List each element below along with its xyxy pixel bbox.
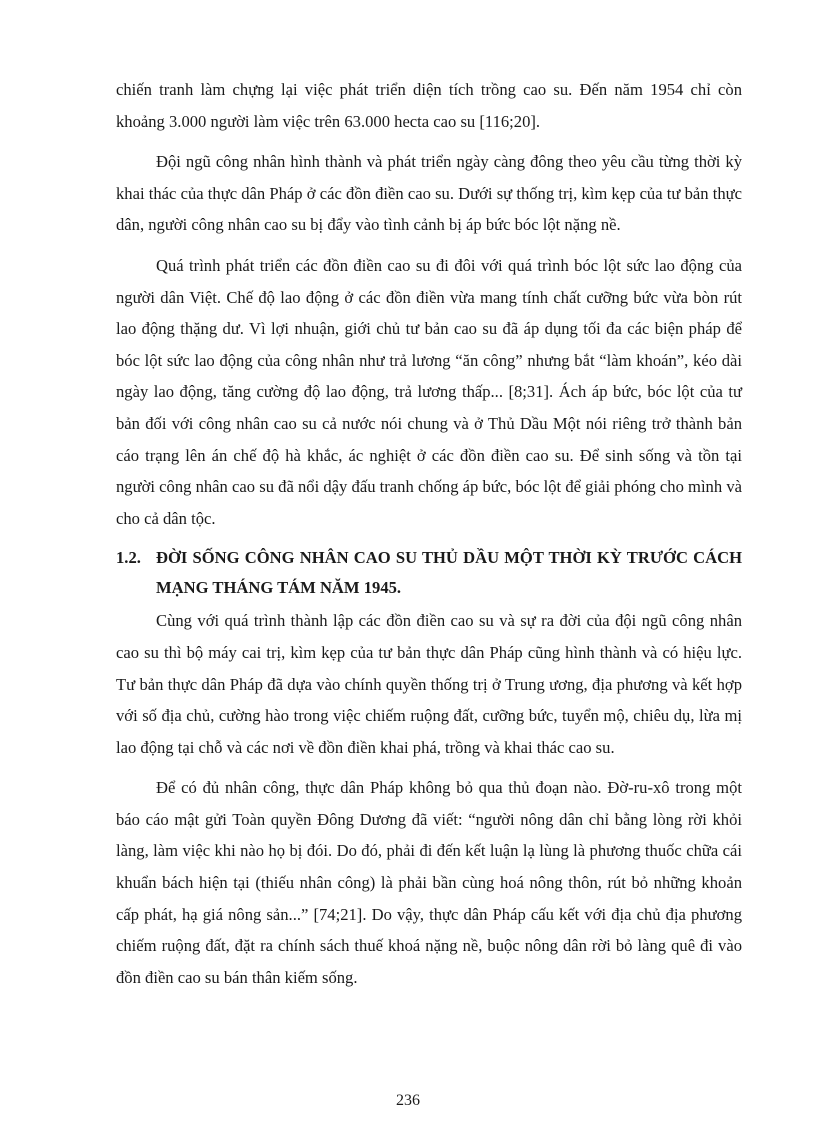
page-number: 236 [396,1092,420,1109]
paragraph: Đội ngũ công nhân hình thành và phát triển ngày càng đông theo yêu cầu từng thời kỳ khai thác của thực dân Pháp ở các đồn điền cao su. Dưới sự thống trị, kìm kẹp của tư bản thực dân, người công nhân cao su bị đẩy vào tình cảnh bị áp bức bóc lột nặng nề. [116,152,742,235]
paragraph-continuation: chiến tranh làm chựng lại việc phát triển diện tích trồng cao su. Đến năm 1954 chỉ còn khoảng 3.000 người làm việc trên 63.000 hecta cao su [116;20]. [116,80,742,131]
section-number: 1.2. [116,548,141,568]
page-body [116,74,742,1002]
section-heading [116,543,742,603]
section-title: ĐỜI SỐNG CÔNG NHÂN CAO SU THỦ DẦU MỘT THỜI KỲ TRƯỚC CÁCH MẠNG THÁNG TÁM NĂM 1945. [156,548,742,598]
paragraph: Quá trình phát triển các đồn điền cao su đi đôi với quá trình bóc lột sức lao động của người dân Việt. Chế độ lao động ở các đồn điền vừa mang tính chất cưỡng bức vừa bòn rút lao động thặng dư. Vì lợi nhuận, giới chủ tư bản cao su đã áp dụng tối đa các biện pháp để bóc lột sức lao động của công nhân như trả lương “ăn công” nhưng bắt “làm khoán”, kéo dài ngày lao động, tăng cường độ lao động, trả lương thấp... [8;31]. Ách áp bức, bóc lột của tư bản đối với công nhân cao su cả nước nói chung và ở Thủ Dầu Một nói riêng trở thành bản cáo trạng lên án chế độ hà khắc, ác nghiệt ở các đồn điền cao su. Để sinh sống và tồn tại người công nhân cao su đã nổi dậy đấu tranh chống áp bức, bóc lột để giải phóng cho mình và cho cả dân tộc. [116,255,742,528]
paragraph: Cùng với quá trình thành lập các đồn điền cao su và sự ra đời của đội ngũ công nhân cao su thì bộ máy cai trị, kìm kẹp của tư bản thực dân Pháp cũng hình thành và có hiệu lực. Tư bản thực dân Pháp đã dựa vào chính quyền thống trị ở Trung ương, địa phương và kết hợp với số địa chủ, cường hào trong việc chiếm ruộng đất, cưỡng bức, tuyển mộ, chiêu dụ, lừa mị lao động tại chỗ và các nơi về đồn điền khai phá, trồng và khai thác cao su. [116,611,742,757]
paragraph: Để có đủ nhân công, thực dân Pháp không bỏ qua thủ đoạn nào. Đờ-ru-xô trong một báo cáo mật gửi Toàn quyền Đông Dương đã viết: “người nông dân chỉ bằng lòng rời khỏi làng, làm việc khi nào họ bị đói. Do đó, phải đi đến kết luận lạ lùng là phương thuốc chữa cái khuẩn bách hiện tại (thiếu nhân công) là phải bần cùng hoá nông thôn, rút bỏ những khoản cấp phát, hạ giá nông sản...” [74;21]. Do vậy, thực dân Pháp cấu kết với địa chủ địa phương chiếm ruộng đất, đặt ra chính sách thuế khoá nặng nề, buộc nông dân rời bỏ làng quê đi vào đồn điền cao su bán thân kiếm sống. [116,778,742,987]
